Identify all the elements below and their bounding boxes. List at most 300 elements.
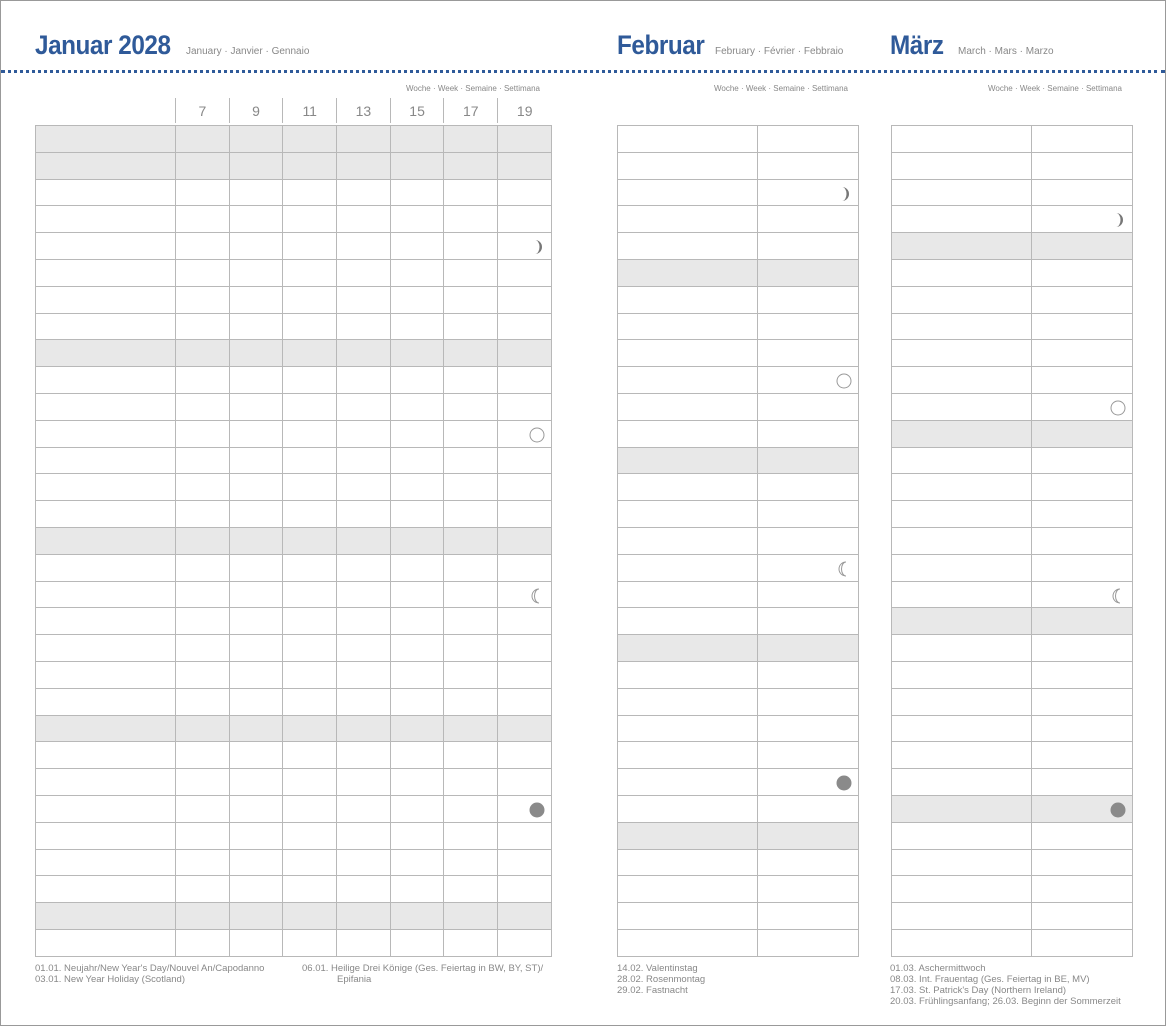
empty-cell [758, 903, 859, 930]
entry-cell[interactable] [337, 152, 391, 179]
entry-cell[interactable] [1032, 152, 1133, 179]
entry-cell[interactable] [758, 769, 859, 796]
entry-cell[interactable] [758, 367, 859, 394]
day-label-cell [618, 179, 758, 206]
entry-cell[interactable] [337, 849, 391, 876]
entry-cell[interactable] [283, 661, 337, 688]
entry-cell[interactable] [758, 822, 859, 849]
entry-cell[interactable] [283, 179, 337, 206]
entry-cell[interactable] [498, 152, 552, 179]
entry-cell[interactable] [498, 259, 552, 286]
entry-cell[interactable] [229, 661, 283, 688]
entry-cell[interactable] [390, 474, 444, 501]
entry-cell[interactable] [390, 152, 444, 179]
entry-cell[interactable] [444, 688, 498, 715]
entry-cell[interactable] [1032, 233, 1133, 260]
entry-cell[interactable] [390, 903, 444, 930]
entry-cell[interactable] [229, 715, 283, 742]
entry-cell[interactable] [337, 554, 391, 581]
entry-cell[interactable] [229, 286, 283, 313]
entry-cell[interactable] [758, 179, 859, 206]
entry-cell[interactable] [176, 929, 230, 956]
entry-cell[interactable] [498, 367, 552, 394]
entry-cell[interactable] [229, 769, 283, 796]
entry-cell[interactable] [1032, 313, 1133, 340]
day-row [618, 715, 859, 742]
entry-cell[interactable] [1032, 929, 1133, 956]
entry-cell[interactable] [229, 688, 283, 715]
day-row [36, 206, 552, 233]
entry-cell[interactable] [176, 554, 230, 581]
entry-cell[interactable] [1032, 447, 1133, 474]
entry-cell[interactable] [176, 581, 230, 608]
entry-cell[interactable] [758, 876, 859, 903]
entry-cell[interactable] [390, 608, 444, 635]
entry-cell[interactable] [390, 447, 444, 474]
holiday-regions [758, 854, 764, 870]
entry-cell[interactable] [498, 340, 552, 367]
entry-cell[interactable] [283, 849, 337, 876]
entry-cell[interactable] [283, 581, 337, 608]
entry-cell[interactable] [444, 474, 498, 501]
entry-cell[interactable] [444, 903, 498, 930]
entry-cell[interactable] [337, 876, 391, 903]
entry-cell[interactable] [176, 152, 230, 179]
entry-cell[interactable] [229, 313, 283, 340]
entry-cell[interactable] [498, 286, 552, 313]
entry-cell[interactable] [1032, 769, 1133, 796]
entry-cell[interactable] [229, 233, 283, 260]
entry-cell[interactable] [1032, 581, 1133, 608]
entry-cell[interactable] [758, 501, 859, 528]
entry-cell[interactable] [390, 179, 444, 206]
entry-cell[interactable] [283, 367, 337, 394]
entry-cell[interactable] [176, 527, 230, 554]
entry-cell[interactable] [176, 876, 230, 903]
entry-cell[interactable] [283, 206, 337, 233]
entry-cell[interactable] [176, 608, 230, 635]
entry-cell[interactable] [283, 822, 337, 849]
entry-cell[interactable] [229, 501, 283, 528]
day-row [618, 206, 859, 233]
entry-cell[interactable] [283, 313, 337, 340]
entry-cell[interactable] [283, 876, 337, 903]
entry-cell[interactable] [444, 367, 498, 394]
entry-cell[interactable] [176, 259, 230, 286]
entry-cell[interactable] [498, 313, 552, 340]
entry-cell[interactable] [444, 393, 498, 420]
entry-cell[interactable] [283, 742, 337, 769]
entry-cell[interactable] [758, 661, 859, 688]
entry-cell[interactable] [1032, 742, 1133, 769]
entry-cell[interactable] [337, 715, 391, 742]
entry-cell[interactable] [283, 527, 337, 554]
entry-cell[interactable] [444, 501, 498, 528]
entry-cell[interactable] [283, 259, 337, 286]
entry-cell[interactable] [337, 608, 391, 635]
entry-cell[interactable] [390, 715, 444, 742]
entry-cell[interactable] [337, 795, 391, 822]
entry-cell[interactable] [1032, 554, 1133, 581]
entry-cell[interactable] [229, 179, 283, 206]
entry-cell[interactable] [390, 393, 444, 420]
entry-cell[interactable] [176, 501, 230, 528]
entry-cell[interactable] [176, 340, 230, 367]
entry-cell[interactable] [337, 206, 391, 233]
entry-cell[interactable] [1032, 527, 1133, 554]
entry-cell[interactable] [758, 126, 859, 153]
entry-cell[interactable] [176, 313, 230, 340]
entry-cell[interactable] [390, 795, 444, 822]
entry-cell[interactable] [390, 661, 444, 688]
entry-cell[interactable] [176, 635, 230, 662]
entry-cell[interactable] [283, 688, 337, 715]
entry-cell[interactable] [498, 769, 552, 796]
entry-cell[interactable] [758, 313, 859, 340]
entry-cell[interactable] [283, 903, 337, 930]
entry-cell[interactable] [229, 340, 283, 367]
entry-cell[interactable] [498, 501, 552, 528]
day-row [36, 849, 552, 876]
entry-cell[interactable] [337, 233, 391, 260]
entry-cell[interactable] [444, 447, 498, 474]
entry-cell[interactable] [337, 501, 391, 528]
entry-cell[interactable] [444, 769, 498, 796]
entry-cell[interactable] [758, 527, 859, 554]
entry-cell[interactable] [337, 126, 391, 153]
entry-cell[interactable] [390, 581, 444, 608]
entry-cell[interactable] [758, 581, 859, 608]
entry-cell[interactable] [283, 152, 337, 179]
entry-cell[interactable] [444, 259, 498, 286]
entry-cell[interactable] [176, 447, 230, 474]
entry-cell[interactable] [390, 742, 444, 769]
january-subtitle: January · Janvier · Gennaio [186, 46, 310, 57]
entry-cell[interactable] [498, 608, 552, 635]
entry-cell[interactable] [758, 715, 859, 742]
entry-cell[interactable] [498, 474, 552, 501]
entry-cell[interactable] [444, 581, 498, 608]
entry-cell[interactable] [498, 876, 552, 903]
entry-cell[interactable] [498, 795, 552, 822]
entry-cell[interactable] [176, 420, 230, 447]
entry-cell[interactable] [229, 581, 283, 608]
entry-cell[interactable] [498, 206, 552, 233]
entry-cell[interactable] [758, 286, 859, 313]
entry-cell[interactable] [498, 929, 552, 956]
entry-cell[interactable] [390, 849, 444, 876]
entry-cell[interactable] [176, 849, 230, 876]
entry-cell[interactable] [390, 233, 444, 260]
entry-cell[interactable] [498, 661, 552, 688]
entry-cell[interactable] [283, 474, 337, 501]
entry-cell[interactable] [444, 795, 498, 822]
entry-cell[interactable] [283, 715, 337, 742]
entry-cell[interactable] [337, 393, 391, 420]
entry-cell[interactable] [444, 929, 498, 956]
march-grid [891, 125, 1133, 957]
entry-cell[interactable] [1032, 340, 1133, 367]
entry-cell[interactable] [390, 635, 444, 662]
entry-cell[interactable] [390, 286, 444, 313]
entry-cell[interactable] [444, 313, 498, 340]
day-row [892, 474, 1133, 501]
entry-cell[interactable] [337, 527, 391, 554]
entry-cell[interactable] [283, 635, 337, 662]
entry-cell[interactable] [283, 501, 337, 528]
entry-cell[interactable] [390, 688, 444, 715]
entry-cell[interactable] [498, 688, 552, 715]
entry-cell[interactable] [390, 769, 444, 796]
entry-cell[interactable] [229, 447, 283, 474]
entry-cell[interactable] [229, 795, 283, 822]
entry-cell[interactable] [283, 340, 337, 367]
entry-cell[interactable] [229, 822, 283, 849]
entry-cell[interactable] [229, 474, 283, 501]
entry-cell[interactable] [176, 688, 230, 715]
entry-cell[interactable] [390, 313, 444, 340]
entry-cell[interactable] [444, 554, 498, 581]
entry-cell[interactable] [498, 233, 552, 260]
entry-cell[interactable] [758, 849, 859, 876]
entry-cell[interactable] [1032, 688, 1133, 715]
entry-cell[interactable] [444, 742, 498, 769]
entry-cell[interactable] [498, 554, 552, 581]
entry-cell[interactable] [229, 903, 283, 930]
entry-cell[interactable] [229, 742, 283, 769]
entry-cell[interactable] [444, 206, 498, 233]
entry-cell[interactable] [1032, 126, 1133, 153]
entry-cell[interactable] [498, 849, 552, 876]
entry-cell[interactable] [1032, 501, 1133, 528]
entry-cell[interactable] [758, 393, 859, 420]
entry-cell[interactable] [337, 661, 391, 688]
entry-cell[interactable] [758, 420, 859, 447]
entry-cell[interactable] [444, 608, 498, 635]
entry-cell[interactable] [444, 233, 498, 260]
entry-cell[interactable] [1032, 286, 1133, 313]
day-row [618, 876, 859, 903]
entry-cell[interactable] [498, 903, 552, 930]
entry-cell[interactable] [229, 206, 283, 233]
entry-cell[interactable] [390, 501, 444, 528]
entry-cell[interactable] [498, 715, 552, 742]
entry-cell[interactable] [444, 179, 498, 206]
entry-cell[interactable] [337, 179, 391, 206]
entry-cell[interactable] [758, 259, 859, 286]
day-row [892, 259, 1133, 286]
entry-cell[interactable] [758, 608, 859, 635]
entry-cell[interactable] [390, 126, 444, 153]
entry-cell[interactable] [283, 126, 337, 153]
entry-cell[interactable] [498, 179, 552, 206]
entry-cell[interactable] [283, 929, 337, 956]
entry-cell[interactable] [498, 447, 552, 474]
entry-cell[interactable] [444, 340, 498, 367]
entry-cell[interactable] [176, 286, 230, 313]
entry-cell[interactable] [390, 420, 444, 447]
entry-cell[interactable] [1032, 876, 1133, 903]
entry-cell[interactable] [229, 635, 283, 662]
entry-cell[interactable] [444, 126, 498, 153]
entry-cell[interactable] [444, 527, 498, 554]
entry-cell[interactable] [444, 635, 498, 662]
entry-cell[interactable] [758, 233, 859, 260]
entry-cell[interactable] [1032, 795, 1133, 822]
entry-cell[interactable] [337, 635, 391, 662]
entry-cell[interactable] [229, 367, 283, 394]
entry-cell[interactable] [1032, 849, 1133, 876]
entry-cell[interactable] [758, 688, 859, 715]
day-label-cell [36, 152, 176, 179]
entry-cell[interactable] [229, 393, 283, 420]
entry-cell[interactable] [498, 635, 552, 662]
entry-cell[interactable] [176, 742, 230, 769]
entry-cell[interactable] [176, 661, 230, 688]
entry-cell[interactable] [498, 581, 552, 608]
entry-cell[interactable] [390, 876, 444, 903]
entry-cell[interactable] [498, 420, 552, 447]
entry-cell[interactable] [1032, 393, 1133, 420]
entry-cell[interactable] [283, 233, 337, 260]
day-label-cell [36, 715, 176, 742]
entry-cell[interactable] [337, 474, 391, 501]
entry-cell[interactable] [283, 420, 337, 447]
entry-cell[interactable] [176, 822, 230, 849]
entry-cell[interactable] [176, 903, 230, 930]
day-label-cell [618, 447, 758, 474]
entry-cell[interactable] [283, 447, 337, 474]
entry-cell[interactable] [283, 608, 337, 635]
entry-cell[interactable] [337, 769, 391, 796]
entry-cell[interactable] [176, 367, 230, 394]
entry-cell[interactable] [444, 715, 498, 742]
entry-cell[interactable] [337, 929, 391, 956]
entry-cell[interactable] [758, 447, 859, 474]
entry-cell[interactable] [229, 152, 283, 179]
day-row [892, 849, 1133, 876]
entry-cell[interactable] [444, 286, 498, 313]
day-row [36, 635, 552, 662]
entry-cell[interactable] [229, 554, 283, 581]
entry-cell[interactable] [337, 581, 391, 608]
entry-cell[interactable] [1032, 259, 1133, 286]
entry-cell[interactable] [1032, 179, 1133, 206]
entry-cell[interactable] [390, 929, 444, 956]
entry-cell[interactable] [229, 259, 283, 286]
entry-cell[interactable] [229, 849, 283, 876]
entry-cell[interactable] [498, 822, 552, 849]
entry-cell[interactable] [1032, 661, 1133, 688]
entry-cell[interactable] [758, 206, 859, 233]
day-row [618, 795, 859, 822]
entry-cell[interactable] [444, 661, 498, 688]
entry-cell[interactable] [176, 393, 230, 420]
entry-cell[interactable] [498, 393, 552, 420]
entry-cell[interactable] [758, 340, 859, 367]
entry-cell[interactable] [758, 742, 859, 769]
entry-cell[interactable] [176, 769, 230, 796]
entry-cell[interactable] [758, 554, 859, 581]
day-label-cell [618, 420, 758, 447]
entry-cell[interactable] [444, 849, 498, 876]
entry-cell[interactable] [229, 527, 283, 554]
entry-cell[interactable] [1032, 608, 1133, 635]
entry-cell[interactable] [283, 554, 337, 581]
entry-cell[interactable] [337, 822, 391, 849]
entry-cell[interactable] [758, 152, 859, 179]
entry-cell[interactable] [337, 688, 391, 715]
entry-cell[interactable] [1032, 420, 1133, 447]
entry-cell[interactable] [337, 313, 391, 340]
entry-cell[interactable] [498, 742, 552, 769]
entry-cell[interactable] [444, 876, 498, 903]
entry-cell[interactable] [337, 259, 391, 286]
entry-cell[interactable] [1032, 822, 1133, 849]
entry-cell[interactable] [176, 233, 230, 260]
entry-cell[interactable] [444, 822, 498, 849]
entry-cell[interactable] [1032, 903, 1133, 930]
entry-cell[interactable] [337, 367, 391, 394]
entry-cell[interactable] [758, 474, 859, 501]
day-label-cell [36, 635, 176, 662]
march-title: März [890, 30, 944, 60]
entry-cell[interactable] [1032, 367, 1133, 394]
entry-cell[interactable] [229, 126, 283, 153]
entry-cell[interactable] [229, 420, 283, 447]
entry-cell[interactable] [390, 259, 444, 286]
entry-cell[interactable] [337, 286, 391, 313]
entry-cell[interactable] [390, 822, 444, 849]
entry-cell[interactable] [390, 367, 444, 394]
entry-cell[interactable] [283, 769, 337, 796]
entry-cell[interactable] [758, 635, 859, 662]
entry-cell[interactable] [283, 286, 337, 313]
entry-cell[interactable] [176, 474, 230, 501]
entry-cell[interactable] [229, 876, 283, 903]
entry-cell[interactable] [1032, 715, 1133, 742]
entry-cell[interactable] [498, 126, 552, 153]
entry-cell[interactable] [390, 527, 444, 554]
entry-cell[interactable] [444, 152, 498, 179]
entry-cell[interactable] [337, 903, 391, 930]
entry-cell[interactable] [390, 206, 444, 233]
entry-cell[interactable] [176, 715, 230, 742]
entry-cell[interactable] [1032, 206, 1133, 233]
entry-cell[interactable] [1032, 474, 1133, 501]
entry-cell[interactable] [176, 179, 230, 206]
entry-cell[interactable] [337, 340, 391, 367]
entry-cell[interactable] [337, 420, 391, 447]
entry-cell[interactable] [176, 206, 230, 233]
entry-cell[interactable] [229, 608, 283, 635]
entry-cell[interactable] [337, 742, 391, 769]
day-label-cell [618, 742, 758, 769]
entry-cell[interactable] [229, 929, 283, 956]
entry-cell[interactable] [390, 554, 444, 581]
day-label-cell [892, 420, 1032, 447]
entry-cell[interactable] [390, 340, 444, 367]
entry-cell[interactable] [176, 126, 230, 153]
entry-cell[interactable] [176, 795, 230, 822]
entry-cell[interactable] [444, 420, 498, 447]
entry-cell[interactable] [283, 393, 337, 420]
entry-cell[interactable] [1032, 635, 1133, 662]
entry-cell[interactable] [337, 447, 391, 474]
entry-cell[interactable] [498, 527, 552, 554]
entry-cell[interactable] [758, 795, 859, 822]
entry-cell[interactable] [283, 795, 337, 822]
